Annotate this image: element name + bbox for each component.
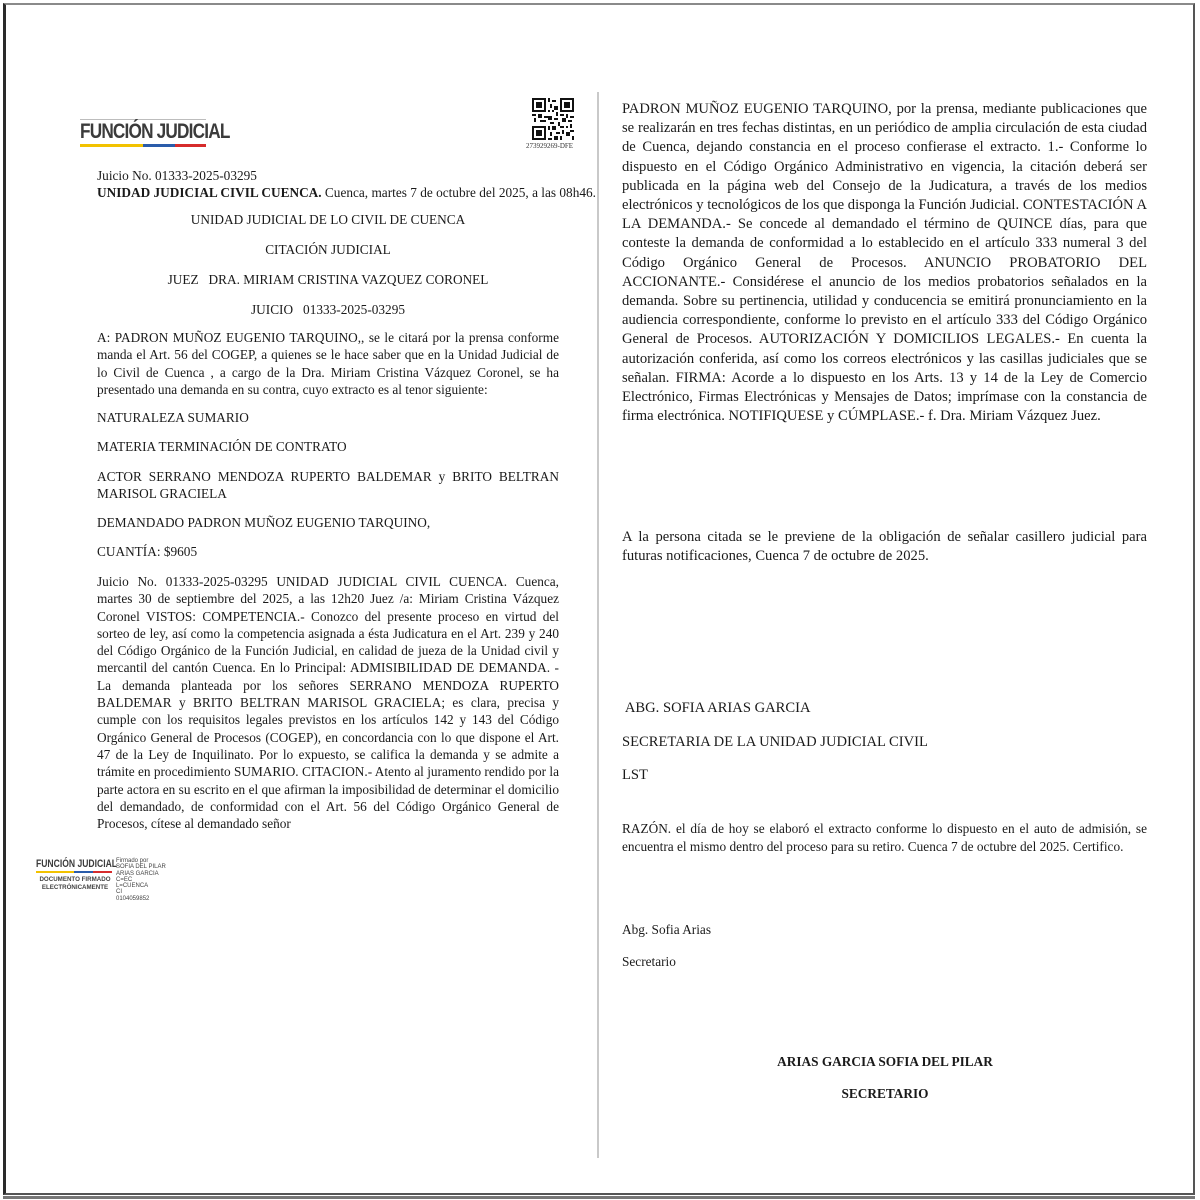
stamp-flag-red — [93, 871, 112, 873]
stamp-signer-line: CI — [116, 889, 122, 896]
matter-line: MATERIA TERMINACIÓN DE CONTRATO — [97, 439, 347, 454]
qr-code-id: 273929269-DFE — [526, 142, 574, 150]
nature-line: NATURALEZA SUMARIO — [97, 410, 249, 425]
stamp-signer-line: C=EC — [116, 876, 133, 883]
continuation-paragraph: PADRON MUÑOZ EUGENIO TARQUINO, por la prensa, mediante publicaciones que se realizarán en tres fechas distintas, en un periódico de amplia circulación de esta ciudad de Cuenca, dejando constancia en el proceso confierase el extracto. 1.- Conforme lo dispuesto en el Código Orgánico Administrativo en vigencia, la citación deberá ser publicada en la página web del Consejo de la Judicatura, a través de los medios electrónicos y tecnológicos de los que disponga la Función Judicial. CONTESTACIÓN A LA DEMANDA.- Se concede al demandado el término de QUINCE días, para que conteste la demanda de conformidad a lo establecido en el artículo 333 numeral 3 del Código Orgánico General de Procesos. ANUNCIO PROBATORIO DEL ACCIONANTE.- Considérese el anuncio de los medios probatorios señalados en la demanda. Sobre su pertinencia, utilidad y conducencia se emitirá pronunciamiento en la audiencia correspondiente, conforme lo previsto en el artículo 333 del Código Orgánico General de Procesos. AUTORIZACIÓN Y DOMICILIOS LEGALES.- En cuenta la autorización conferida, así como los correos electrónicos y las casillas judiciales que se señalan. FIRMA: Acorde a lo dispuesto en los Arts. 13 y 14 de la Ley de Comercio Electrónico, Firmas Electrónicas y Mensajes de Datos; imprímase con la constancia de firma electrónica. NOTIFIQUESE y CÚMPLASE.- f. Dra. Miriam Vázquez Juez. — [622, 101, 1147, 425]
extract-paragraph: Juicio No. 01333-2025-03295 UNIDAD JUDICIAL CIVIL CUENCA. Cuenca, martes 30 de septiembre del 2025, a las 12h20 Juez /a: Miriam Cristina Vázquez Coronel VISTOS: COMPETENCIA.- Conozco del presente proceso en virtud del sorteo de ley, así como la competencia asignada a ésta Judicatura en el Art. 239 y 240 del Código Orgánico de la Función Judicial, en calidad de jueza de la Unidad civil y mercantil del cantón Cuenca. En lo Principal: ADMISIBILIDAD DE DEMANDA. - La demanda planteada por los señores SERRANO MENDOZA RUPERTO BALDEMAR y BRITO BELTRAN MARISOL GRACIELA; es clara, precisa y cumple con los requisitos legales previstos en los artículos 142 y 143 del Código Orgánico General de Procesos (COGEP), en concordancia con lo que dispone el Art. 47 de la Ley de Inquilinato. Por lo expuesto, se califica la demanda y se admite a trámite en procedimiento SUMARIO. CITACION.- Atento al juramento rendido por la parte actora en su escrito en el que afirman la imposibilidad de determinar el domicilio del demandado, de conformidad con el Art. 56 del Código Orgánico General de Procesos, cítese al demandado señor — [97, 574, 560, 832]
actor-line: ACTOR SERRANO MENDOZA RUPERTO BALDEMAR y BRITO BELTRAN MARISOL GRACIELA — [97, 469, 559, 502]
unit-header-date: Cuenca, martes 7 de octubre del 2025, a las 08h46. — [321, 185, 596, 200]
signer-title: SECRETARIA DE LA UNIDAD JUDICIAL CIVIL — [622, 734, 928, 750]
stamp-signer-line: 0104059852 — [116, 895, 150, 902]
logo-text: FUNCIÓN JUDICIAL — [80, 120, 230, 143]
final-signer-title: SECRETARIO — [841, 1086, 929, 1101]
title-unit: UNIDAD JUDICIAL DE LO CIVIL DE CUENCA — [190, 212, 466, 227]
stamp-signer-line: ARIAS GARCIA — [116, 870, 159, 877]
stamp-flag-bar — [36, 871, 112, 873]
electronic-signature-stamp — [36, 858, 186, 904]
short-signer-name: Abg. Sofia Arias — [622, 922, 712, 937]
title-judge: JUEZ DRA. MIRIAM CRISTINA VAZQUEZ CORONEL — [167, 272, 489, 287]
qr-code-icon — [532, 98, 574, 140]
title-citation: CITACIÓN JUDICIAL — [265, 242, 391, 257]
flag-yellow — [80, 144, 143, 147]
page-divider — [597, 92, 599, 1158]
stamp-signer-info — [116, 858, 166, 902]
stamp-signer-line: Firmado por — [116, 858, 149, 864]
short-signer-title: Secretario — [622, 954, 676, 969]
signer-name: ABG. SOFIA ARIAS GARCIA — [622, 700, 811, 716]
funcion-judicial-logo — [80, 119, 230, 147]
reason-paragraph: RAZÓN. el día de hoy se elaboró el extracto conforme lo dispuesto en el auto de admisión, se encuentra el mismo dentro del proceso para su retiro. Cuenca 7 de octubre del 2025. Certifico. — [622, 821, 1147, 854]
title-case: JUICIO 01333-2025-03295 — [250, 302, 405, 317]
stamp-doc-line2: ELECTRÓNICAMENTE — [41, 884, 109, 891]
stamp-flag-yellow — [36, 871, 74, 873]
stamp-logo-text: FUNCIÓN JUDICIAL — [36, 858, 118, 870]
defendant-line: DEMANDADO PADRON MUÑOZ EUGENIO TARQUINO, — [97, 515, 431, 530]
stamp-signer-line: SOFIA DEL PILAR — [116, 864, 166, 871]
flag-red — [175, 144, 207, 147]
stamp-doc-line1: DOCUMENTO FIRMADO — [39, 876, 111, 883]
amount-line: CUANTÍA: $9605 — [97, 544, 198, 559]
intro-paragraph: A: PADRON MUÑOZ EUGENIO TARQUINO,, se le citará por la prensa conforme manda el Art. 56 del COGEP, a quienes se le hace saber que en la Unidad Judicial de lo Civil de Cuenca , a cargo de la Dra. Miriam Cristina Vázquez Coronel, se ha presentado una demanda en su contra, cuyo extracto es al tenor siguiente: — [97, 330, 559, 397]
stamp-signer-line: L=CUENCA — [116, 883, 149, 890]
warning-paragraph: A la persona citada se le previene de la obligación de señalar casillero judicial para futuras notificaciones, Cuenca 7 de octubre de 2025. — [622, 529, 1147, 565]
flag-blue — [143, 144, 175, 147]
signer-initials: LST — [622, 767, 648, 783]
final-signer-name: ARIAS GARCIA SOFIA DEL PILAR — [777, 1054, 993, 1069]
stamp-doc-label — [36, 876, 114, 892]
unit-header — [97, 184, 596, 201]
unit-header-bold: UNIDAD JUDICIAL CIVIL CUENCA. — [97, 185, 322, 200]
logo-flag-bar — [80, 144, 206, 147]
case-number-line: Juicio No. 01333-2025-03295 — [97, 168, 257, 183]
stamp-flag-blue — [74, 871, 93, 873]
